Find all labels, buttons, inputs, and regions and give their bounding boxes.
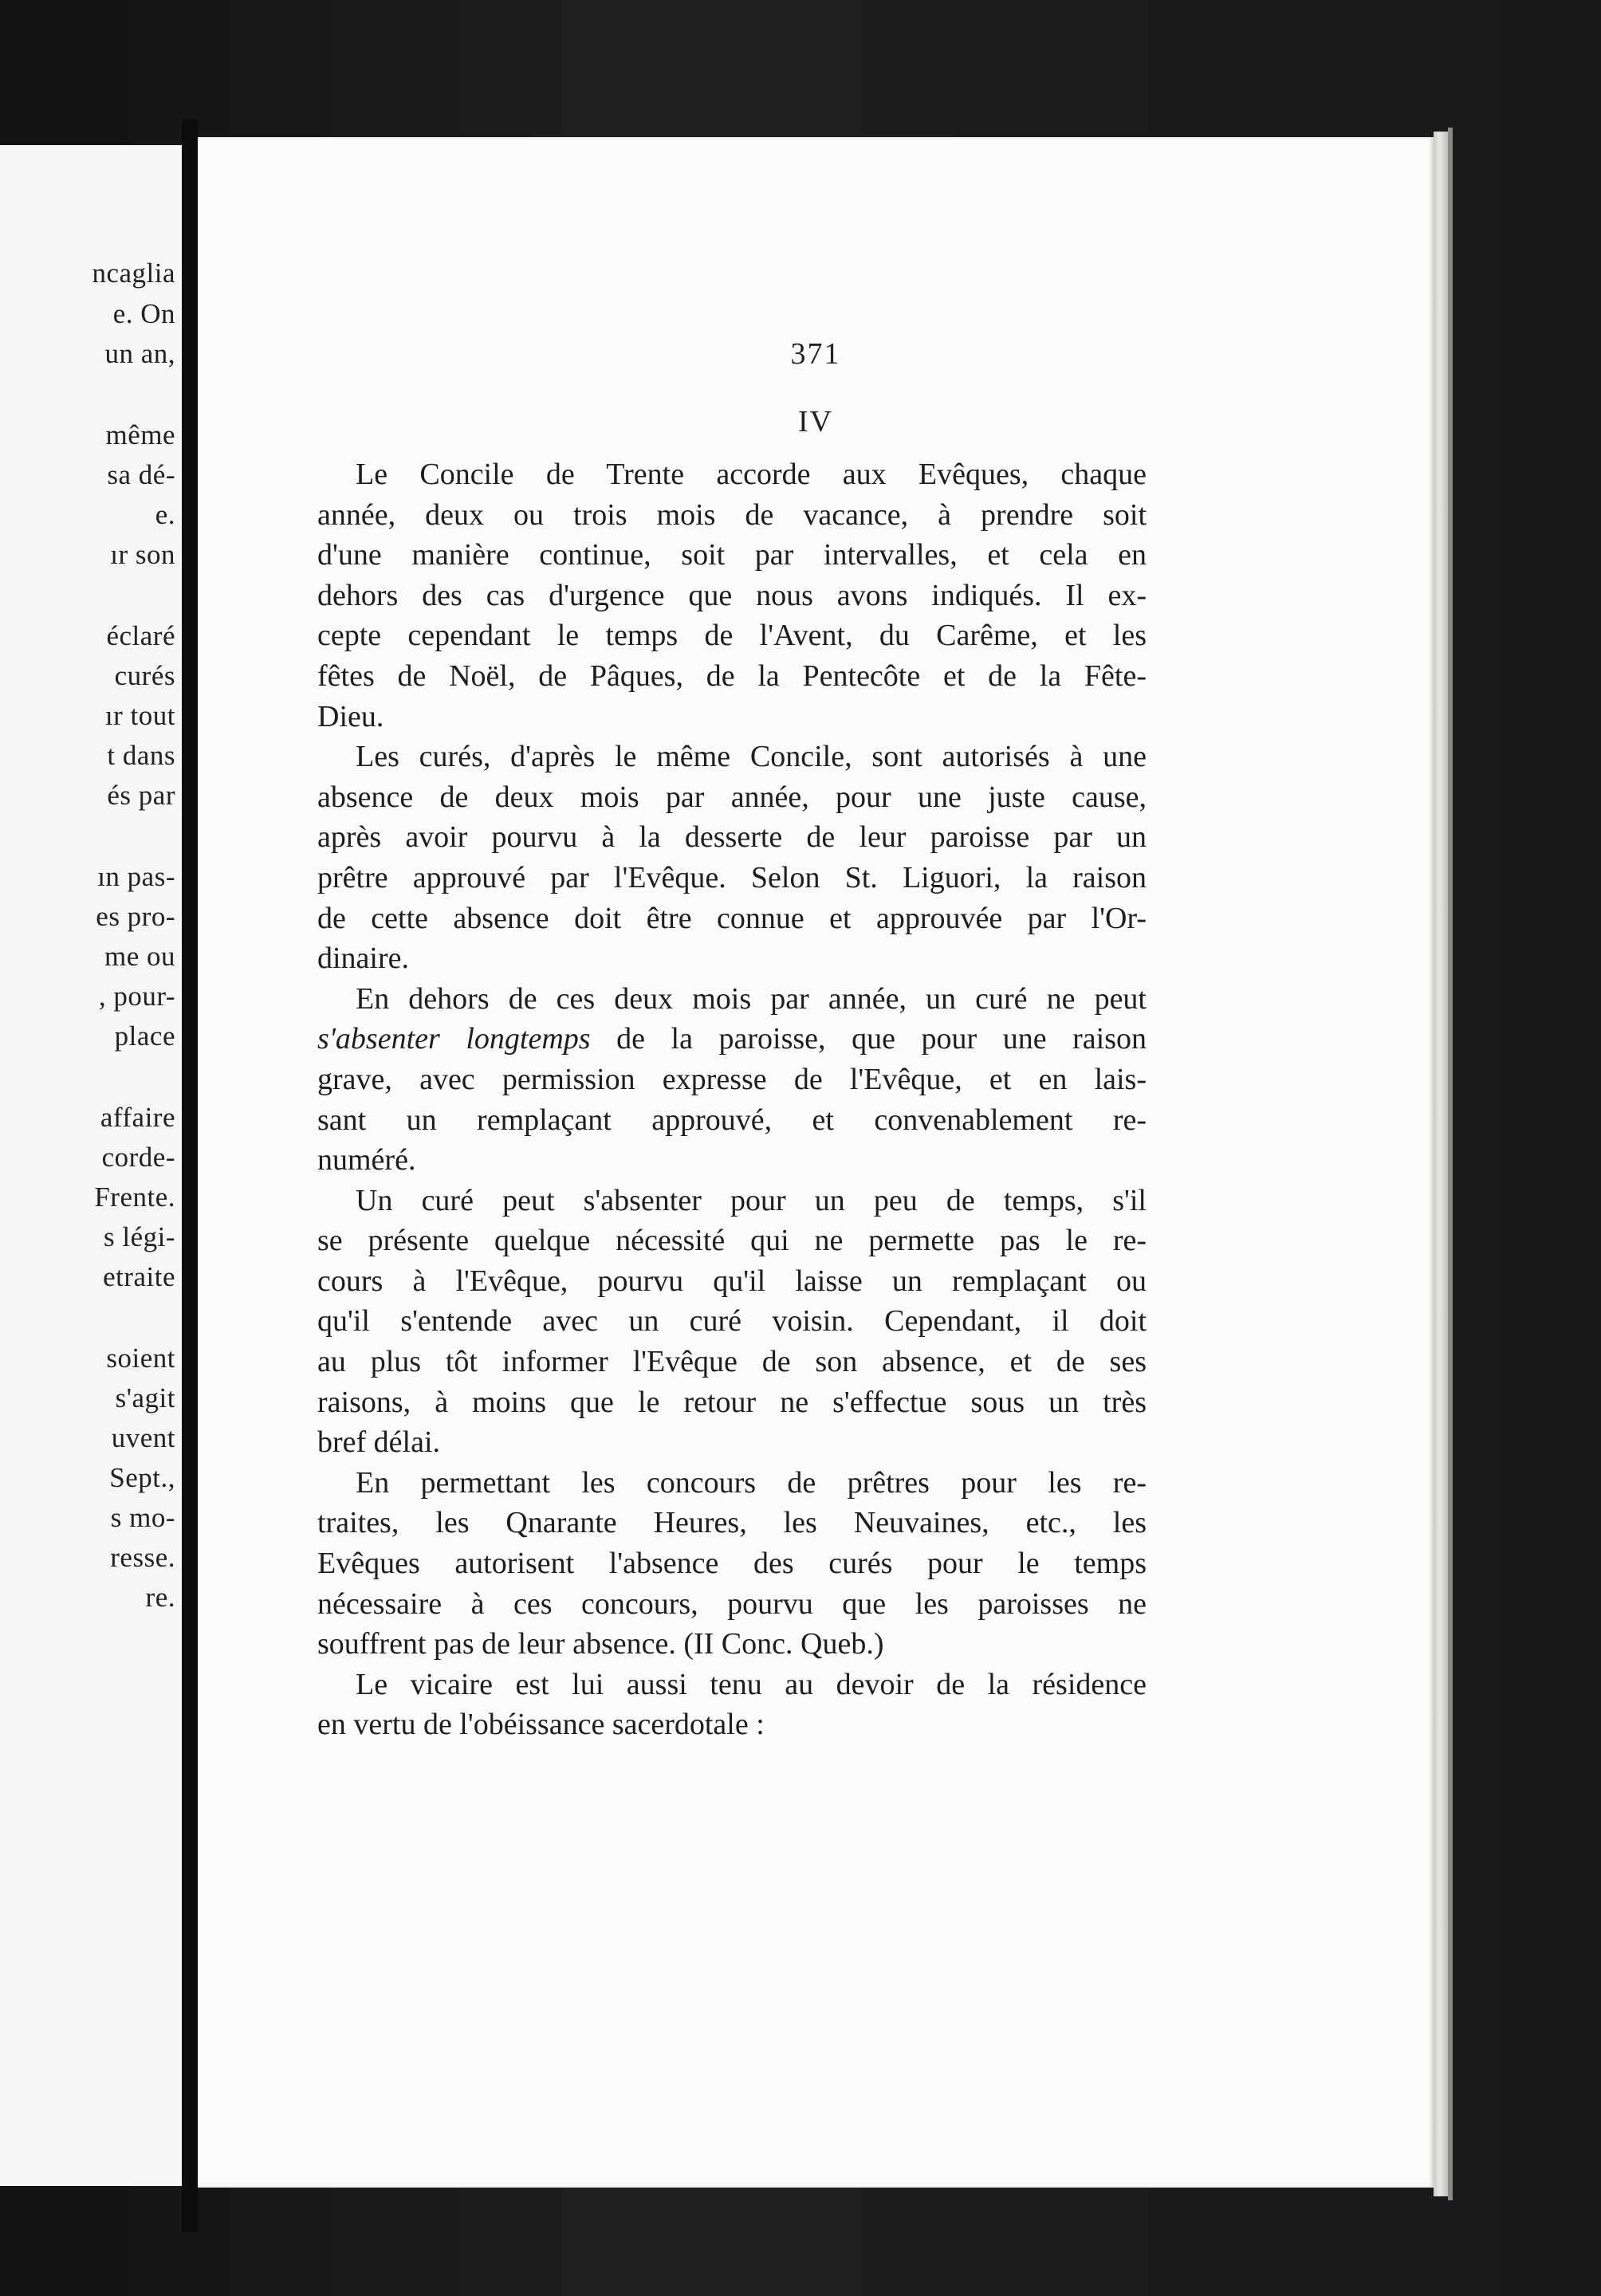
text-line: Dieu. (317, 699, 384, 733)
left-page-line: , pour- (98, 981, 175, 1012)
paragraph (317, 1665, 1147, 1745)
text-line: en vertu de l'obéissance sacerdotale : (317, 1708, 765, 1742)
left-page-line: t dans (107, 740, 175, 771)
text-line: de cette absence doit être connue et approuvée par l'Or- (317, 901, 1147, 935)
left-page-line: uvent (111, 1422, 175, 1453)
left-page-line: affaire (100, 1102, 175, 1133)
text-line: après avoir pourvu à la desserte de leur paroisse par un (317, 820, 1147, 855)
text-line: Evêques autorisent l'absence des curés pour le temps (317, 1547, 1147, 1581)
text-line: Le Concile de Trente accorde aux Evêques, chaque (356, 458, 1147, 491)
text-line: En dehors de ces deux mois par année, un curé ne peut (356, 981, 1147, 1016)
main-page (198, 137, 1434, 2188)
left-page-line: s mo- (110, 1502, 175, 1533)
text-line: dinaire. (317, 942, 410, 976)
left-page-line: curés (114, 660, 175, 691)
page-number: 371 (790, 337, 841, 371)
left-page-line: ır tout (104, 700, 175, 731)
book-gutter (182, 120, 198, 2232)
left-page-line: corde- (101, 1142, 175, 1173)
left-facing-page (0, 145, 182, 2186)
text-line: raisons, à moins que le retour ne s'effectue sous un très (317, 1385, 1147, 1419)
paragraph (317, 454, 1147, 737)
text-line: Le vicaire est lui aussi tenu au devoir de la résidence (356, 1667, 1147, 1701)
page-edge-shadow (1448, 128, 1453, 2200)
text-line: prêtre approuvé par l'Evêque. Selon St. Liguori, la raison (317, 860, 1147, 894)
text-line: d'une manière continue, soit par intervalles, et cela en (317, 538, 1147, 572)
left-page-line: s légi- (103, 1221, 175, 1252)
text-line: année, deux ou trois mois de vacance, à prendre soit (317, 497, 1147, 532)
text-line: sant un remplaçant approuvé, et convenablement re- (317, 1103, 1147, 1137)
paragraph (317, 1463, 1147, 1665)
left-page-line: même (105, 419, 175, 450)
italic-phrase: s'absenter longtemps (317, 1022, 591, 1056)
paragraph (317, 1181, 1147, 1463)
text-line: qu'il s'entende avec un curé voisin. Cependant, il doit (317, 1304, 1147, 1339)
text-line: En permettant les concours de prêtres pour les re- (356, 1465, 1147, 1500)
left-page-line: ncaglia (92, 258, 175, 289)
left-page-line: e. On (112, 298, 175, 329)
text-line: cepte cependant le temps de l'Avent, du Carême, et les (317, 619, 1147, 653)
text-line: souffrent pas de leur absence. (II Conc. Queb.) (317, 1627, 884, 1661)
text-line: absence de deux mois par année, pour une juste cause, (317, 780, 1147, 814)
left-page-line: Sept., (109, 1462, 175, 1493)
text-line: grave, avec permission expresse de l'Evêque, et en lais- (317, 1062, 1147, 1096)
body-text (317, 454, 1147, 1745)
text-line: Les curés, d'après le même Concile, sont autorisés à une (356, 740, 1147, 774)
text-line (317, 1019, 1147, 1060)
left-page-line: es pro- (96, 901, 175, 932)
text-line: nécessaire à ces concours, pourvu que les paroisses ne (317, 1586, 1147, 1621)
left-page-line: és par (107, 780, 175, 811)
paragraph (317, 979, 1147, 1181)
page-edge (1434, 132, 1448, 2196)
text-line-rest: de la paroisse, que pour une raison (590, 1022, 1147, 1056)
left-page-line: sa dé- (107, 459, 175, 490)
left-page-line: un an, (104, 338, 175, 369)
text-line: traites, les Qnarante Heures, les Neuvaines, etc., les (317, 1506, 1147, 1540)
text-line: bref délai. (317, 1425, 441, 1460)
left-page-line: e. (155, 499, 175, 530)
left-page-line: ın pas- (97, 861, 175, 892)
left-page-line: soient (106, 1343, 175, 1374)
text-line: numéré. (317, 1143, 416, 1177)
left-page-line: place (114, 1020, 175, 1052)
section-heading: IV (797, 405, 834, 438)
left-page-line: Frente. (94, 1181, 175, 1213)
left-page-line: éclaré (106, 620, 175, 651)
text-line: au plus tôt informer l'Evêque de son absence, et de ses (317, 1345, 1147, 1379)
text-line: cours à l'Evêque, pourvu qu'il laisse un remplaçant ou (317, 1264, 1147, 1298)
left-page-line: resse. (110, 1542, 175, 1573)
text-line: dehors des cas d'urgence que nous avons indiqués. Il ex- (317, 578, 1147, 612)
text-line: se présente quelque nécessité qui ne permette pas le re- (317, 1224, 1147, 1258)
left-page-line: ır son (110, 539, 175, 570)
left-page-line: me ou (104, 941, 175, 972)
paragraph (317, 737, 1147, 979)
text-line: fêtes de Noël, de Pâques, de la Pentecôte et de la Fête- (317, 659, 1147, 693)
text-line: Un curé peut s'absenter pour un peu de temps, s'il (356, 1183, 1147, 1217)
left-page-line: re. (145, 1582, 175, 1613)
left-page-line: etraite (103, 1261, 175, 1292)
left-page-line: s'agit (115, 1382, 175, 1413)
